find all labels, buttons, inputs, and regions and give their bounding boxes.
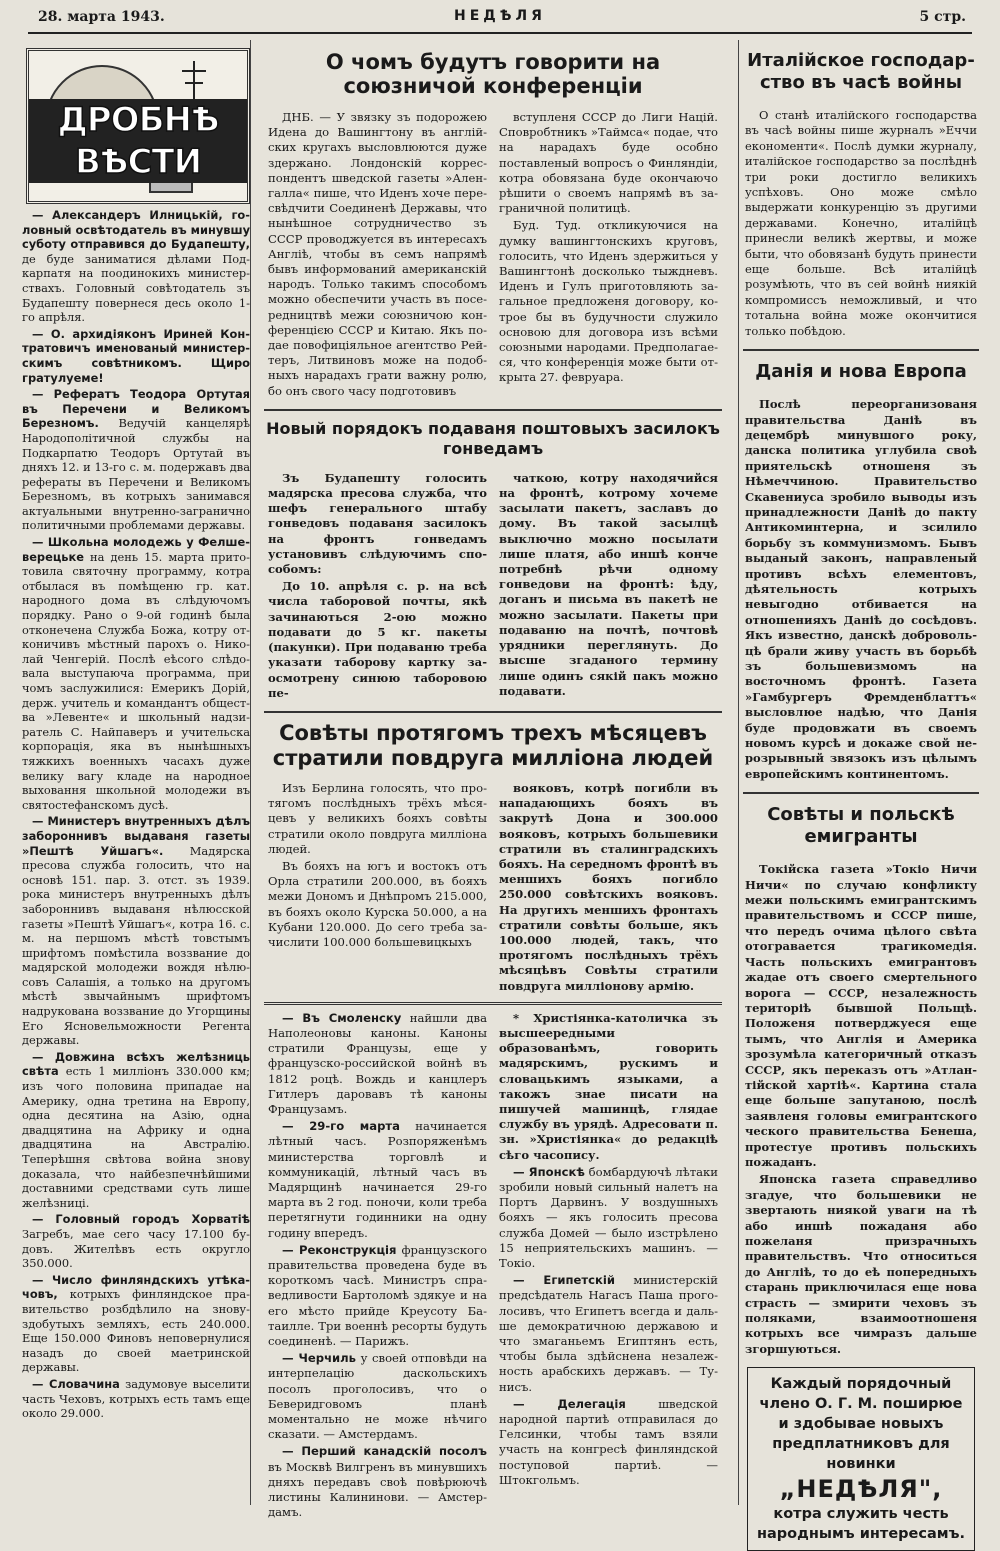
paragraph: О станѣ италійского господарства въ часѣ войны пише журналъ »Еччи економенти«. Послѣ думки журналу, италійское господарство за послѣднѣ три роки достигло великихъ успѣховъ. Оно може смѣло выдержати конкуренцію зъ другими державами. Конечно, италійцѣ принесли великѣ жертвы, и може быти, что обовязанѣ будуть принести еще больше. Всѣ италійцѣ розумѣють, что въ сей войнѣ ниякій компромиссъ неможливый, и что тотальна война може окончитися только побѣдою. <box>745 108 977 338</box>
article-title-soviet-losses: Совѣты протягомъ трехъ мѣсяцевъ стратили повдруга милліона людей <box>272 720 714 770</box>
news-item <box>22 814 250 1048</box>
news-item-text: у своей отповѣди на интерпелацію даскольскихъ посолъ проголосивъ, что о Беверидговомъ планѣ моментально не може нѣчиго сказати. — Амстердамъ. <box>268 1351 487 1442</box>
center-column <box>260 40 726 1520</box>
news-item-text: Мадярска пресова служба голосить, что на основѣ 151. пар. 3. отст. зъ 1939. рока министеръ внутренныхъ дѣлъ забороннивъ выдаваня нѣлюсской газеты »Пештѣ Уйшагъ«, котра 16. с. м. на першомъ мѣстѣ товстымъ шрифтомъ помѣстила воззвание до мадярской молодежи вождя нѣлюсовъ Салашія, а только на другомъ мѣстѣ звычайнымъ шрифтомъ надрукована воззвание до Угорщины Его Ясновельможности Регента державы. <box>22 843 251 1048</box>
subscription-promo-box <box>747 1367 975 1551</box>
paragraph: Буд. Туд. откликуючися на думку вашингтонскихъ круговъ, голосить, что Иденъ здержиться у Вашингтонѣ досколько тыждневъ. Иденъ и Гулъ приготовляють загальное предложеня договору, котрое бы въ будучности служило основою для договора изъ всѣми союзными народами. Предполагаеся, что конференція може быти открыта 27. февруара. <box>499 218 718 385</box>
news-item-text: начинается лѣтный часъ. Розпоряженѣмъ министерства торговлѣ и коммуникацій, лѣтный часъ въ Мадярщинѣ начинается 29-го марта въ 2 год. поночи, коли треба перетягнути годинники на одну годину впередъ. <box>268 1119 487 1240</box>
news-item-lead: — 29-го марта <box>282 1119 400 1134</box>
news-item-text: министерскій предсѣдатель Нагасъ Паша проголосивъ, что Египетъ всегда и дальше демократичною державою и что змаганьемъ Египтянъ есть, чтобы была здѣйснена незалежность арабскихъ державъ. — Тунисъ. <box>499 1273 718 1394</box>
news-item <box>22 387 250 533</box>
page-number: 5 стр. <box>919 9 966 25</box>
section-logo <box>26 48 250 204</box>
paragraph: вступленя СССР до Лиги Націй. Сповробтникъ »Таймса« подае, что на нарадахъ буде особно поставленый вопросъ о Финляндіи, котра обовязана буде окончаючо рѣшити о своемъ напрямѣ въ заграничной политицѣ. <box>499 110 718 216</box>
news-item-text: въ Москвѣ Вилгренъ въ минувшихъ дняхъ передавъ своѣ повѣрюючѣ листины Калининови. — Амстердамъ. <box>268 1459 487 1520</box>
article-polish-emigrants <box>739 862 983 1357</box>
paragraph: ДНБ. — У звязку зъ подорожею Идена до Вашингтону въ англійских кругахъ высловлюются дуже здержано. Лондонскій корреспондентъ шведской газеты »Аленгалла« пише, что Иденъ хоче пересвѣдчити Соединенѣ Державы, что нынѣшное сотрудничество зъ СССР проводжуется въ интересахъ Англіѣ, чтобы въ семъ напрямѣ бывъ информований американскій народъ. Только такимъ способомъ можно обеспечити участь въ посередництвѣ межи союзничою конференцією СССР и Китаю. Якъ подае повофиціяльное агентство Рейтеръ, Литвиновъ може на подобныхъ нарадахъ грати важну ролю, бо онъ свого часу подготовивъ <box>268 110 487 398</box>
news-item-text: на день 15. марта притотовила святочну программу, котра отбылася въ помѣщеню гр. кат. народного дома въ слѣдуючомъ порядку. Рано о 9-ой годинѣ была отконечена Служба Божа, котру отконичивъ мѣстный парохъ о. Николай Ченгерій. Послѣ еѣсого слѣдовала выступаюча программа, при чомъ заслужилися: Емерикъ Дорій, держ. учитель и командантъ общества »Левенте« и школьный надзиратель С. Найпаверъ и учительска корпорація, яка въ нынѣшныхъ тяжкихъ военныхъ часахъ дуже велику вагу кладе на народное выховання школьной молодежи въ святостефанскомъ дусѣ. <box>22 549 250 812</box>
news-item-lead: — Число финляндскихъ утѣкачовъ, <box>22 1272 250 1302</box>
news-item-text: задумовуе выселити часть Чеховъ, котрыхъ есть тамъ еще около 29.000. <box>22 1376 251 1421</box>
news-item <box>22 208 250 325</box>
news-item-lead: — Министеръ внутренныхъ дѣлъ забороннивъ выдаваня газеты »Пештѣ Уйшагъ«. <box>22 814 250 858</box>
news-item <box>499 1273 718 1395</box>
right-column <box>738 40 983 1543</box>
news-item <box>499 1165 718 1271</box>
news-item-lead: — Египетскій <box>513 1273 615 1288</box>
news-item-lead: — Головный городъ Хорватіѣ <box>32 1212 250 1227</box>
article-title-postal: Новый порядокъ подаваня поштовыхъ засилокъ гонведамъ <box>266 418 720 458</box>
news-item-lead: — Александеръ Илницькій, головный освѣтодатель въ минувшу суботу отправився до Будапешту, <box>22 208 250 252</box>
news-item-lead: — Японскѣ <box>513 1164 585 1179</box>
news-item-text: французского правительства проведена буде въ короткомъ часѣ. Министръ справедливости Бартоломѣ здякуе и на его мѣсто прийде Креусоту Батаилле. Три военнѣ ресорты будуть соединенѣ. — Парижъ. <box>268 1242 487 1349</box>
news-item <box>22 1050 250 1211</box>
news-item <box>499 1397 718 1488</box>
news-item <box>268 1243 487 1349</box>
news-item <box>22 1377 250 1421</box>
news-item-lead: — Реконструкція <box>282 1242 397 1257</box>
short-news-center <box>260 1011 726 1523</box>
section-logo-title: ДРОБНѢ ВѢСТИ <box>29 99 247 183</box>
paragraph: Послѣ переорганизованя правительства Даніѣ въ децембрѣ минувшого року, данска политика углубила своѣ приятельскѣ отношеня зъ Нѣмеччиною. Правительство Скавениуса зробило выводы изъ принадлежности Даніѣ до пакту Антикоминтерна, и зсилило борьбу зъ коммунизмомъ. Бывъ выданый законъ, направленый противъ всѣхъ елементовъ, дѣятельность котрыхъ невыгодно отбивается на отношенияхъ Даніѣ до сосѣдовъ. Якъ известно, данскѣ добровольцѣ брали живу участь въ борьбѣ зъ большевизмомъ на восточномъ фронтѣ. Газета »Гамбургеръ Фремденблаттъ« высловлюе надѣю, что Данія буде продовжати въ своемъ новомъ курсѣ и докаже свой нерозрывный звязокъ изъ цѣлымъ европейскимъ континентомъ. <box>745 397 977 781</box>
news-item-lead: — Рефератъ Теодора Ортутая въ Перечени и Великомъ Березномъ. <box>22 387 250 431</box>
divider <box>743 792 979 794</box>
left-column <box>22 40 251 1505</box>
news-item-lead: — Довжина всѣхъ желѣзниць свѣта <box>22 1049 250 1079</box>
news-item-text: Ведучій канцелярѣ Народополітичной службы на Подкарпатю Теодоръ Ортутай въ дняхъ 12. и 13-го с. м. подержавъ два рефераты въ Перечени и Великомъ Березномъ, въ котрыхъ занимався актуальными внутренно-загранично политичными проблемами державы. <box>22 416 250 533</box>
news-item-lead: — Перший канадскій посолъ <box>282 1444 487 1459</box>
promo-text-end: котра служить честь народнымъ интересамъ. <box>756 1506 966 1543</box>
news-item-text: котрыхъ финляндское правительство розбдѣлило на зновуздобутыхъ земляхъ, есть 240.000. Еще 150.000 Финовъ неповернулися назадъ до своей маетринской державы. <box>22 1287 250 1375</box>
news-item-text: есть 1 милліонъ 330.000 км; изъ чого половина припадае на Америку, одна третина на Европу, одна десятина на Азію, одна двадцятина на Африку и одна двадцятина на Австралію. Теперѣшня свѣтова война знову доказала, что найбезпечнѣйшими доставними средствами суть лише желѣзниці. <box>22 1064 250 1210</box>
news-item-lead: — Словачина <box>32 1376 120 1391</box>
paragraph: Изъ Берлина голосять, что протягомъ послѣдныхъ трёхъ мѣсяцевъ у великихъ бояхъ совѣты стратили около повдруга милліона людей. <box>268 780 487 856</box>
news-item-text: бомбардуючѣ лѣтаки зробили новый сильный налетъ на Портъ Дарвинъ. У воздушныхъ бояхъ — якъ голосить пресова служба Домей — было изстрѣлено 15 неприятельскихъ машинъ. — Токіо. <box>499 1164 718 1270</box>
article-soviet-losses <box>260 781 726 996</box>
divider <box>264 711 722 713</box>
paragraph: вояковъ, котрѣ погибли въ нападающихъ бояхъ въ закрутѣ Дона и 300.000 вояковъ, котрыхъ большевики стратили въ сталинградскихъ бояхъ. На середномъ фронтѣ въ меншихъ бояхъ погибло 250.000 совѣтскихъ вояковъ. На другихъ меншихъ фронтахъ стратили совѣты больше, якъ 100.000 людей, такъ, что протягомъ послѣдныхъ трёхъ мѣсяцѣвъ Совѣты стратили повдруга милліонову армію. <box>499 780 718 993</box>
news-item <box>268 1351 487 1442</box>
news-item <box>22 1273 250 1375</box>
paragraph: Японска газета справедливо згадуе, что большевики не звертають ниякой уваги на тѣ або иншѣ пожаданя або пожеланя призрачныхъ правительствъ. Что относиться до Англіѣ, то до еѣ попередныхъ старань приключилася еще нова страсть — змирити чеховъ зъ поляками, взаимоотношеня котрыхъ все чимразъ дальше згоршуються. <box>745 1172 977 1356</box>
paragraph: Токійска газета »Токіо Ничи Ничи« по случаю конфликту межи польскимъ емигрантскимъ правительствомъ и СССР пише, что передъ очима цѣлого свѣта отогравается трагикомедія. Часть польскихъ емигрантовъ жадае отъ своего смертельного ворога — СССР, незалежность територіѣ бывшой Польщѣ. Положеня потверджуеся еще тымъ, что Англія и Америка зрозумѣла категоричный отказъ СССР, якъ переказъ отъ »Атлантійской хартіѣ«. Картина стала еще больше запутаною, послѣ заявленя головы емигрантского ческого правительства Бенеша, протестуе противъ польскихъ пожаданъ. <box>745 862 977 1169</box>
news-item <box>268 1119 487 1241</box>
article-italy <box>739 108 983 339</box>
news-item-lead: — Въ Смоленску <box>282 1010 402 1025</box>
article-denmark <box>739 397 983 782</box>
paragraph: Въ бояхъ на югъ и востокъ отъ Орла стратили 200.000, въ бояхъ межи Дономъ и Днѣпромъ 215.000, въ бояхъ около Курска 50.000, а на Кубани 120.000. До сего треба зачислити 100.000 большевицкыхъ <box>268 858 487 949</box>
news-item-text: де буде заниматися дѣлами Подкарпатя на поодинокихъ министерствахъ. Головный совѣтодатель зъ Будапешту повернеся десь около 1-го апрѣля. <box>22 251 250 325</box>
news-item-text: Загребъ, мае сего часу 17.100 будовъ. Жителѣвъ есть округло 350.000. <box>22 1226 250 1271</box>
news-item-text: найшли два Наполеоновы каноны. Каноны стратили Французы, еще у французско-российской войнѣ въ 1812 роцѣ. Вождь и канцлеръ Гитлеръ даровавъ тѣ каноны Французамъ. <box>268 1010 487 1116</box>
news-item-lead: — Школьна молодежь у Фелшеверецьке <box>22 535 250 564</box>
news-item <box>22 535 250 812</box>
news-item-lead: — Черчиль <box>282 1351 356 1366</box>
short-news-list <box>22 208 250 1421</box>
article-title-italy: Италійское господарство въ часѣ войны <box>747 50 975 93</box>
divider <box>264 409 722 411</box>
paragraph: чаткою, котру находячийся на фронтѣ, котрому хочеме засылати пакетъ, заславъ до дому. Въ такой засылцѣ выключно можно посылати лише платя, або иншѣ конче потребнѣ рѣчи одному гонведови на фронтѣ: ѣду, доганъ и письма въ пакетѣ не можно засылати. Пакеты при подаваню на почтѣ, почтовѣ урядники переглянуть. До высше згаданого термину лише одинъ сякій пакъ можно подавати. <box>499 470 718 698</box>
news-item-text: шведской народной партиѣ отправилася до Гелсинки, чтобы тамъ взяли участь на конгресѣ финляндской поступовой партиѣ. — Штокгольмъ. <box>499 1396 718 1487</box>
issue-date: 28. марта 1943. <box>38 9 165 25</box>
article-title-conference: О чомъ будутъ говорити на союзничой конференціи <box>325 50 661 98</box>
page-header <box>28 6 972 34</box>
article-title-polish-emigrants: Совѣты и польскѣ емигранты <box>767 804 955 848</box>
news-item-lead: — О. архидіяконъ Ириней Контратовичъ именованый министерскимъ совѣтникомъ. Щиро гратулуеме! <box>22 326 250 385</box>
article-title-denmark: Данія и нова Европа <box>755 361 967 383</box>
news-item <box>22 1212 250 1270</box>
classified-ad: * Христіянка-католичка зъ высшеередными образованѣмъ, говорить мадярскимъ, рускимъ и словацькимъ языками, а такожъ знае писати на пишучей машинцѣ, глядае службу въ урядѣ. Адресовати п. зн. »Христіянка« до редакціѣ сѣго часопису. <box>499 1010 718 1162</box>
news-item-lead: — Делегація <box>513 1396 626 1411</box>
promo-brand: „НЕДѢЛЯ", <box>779 1475 943 1504</box>
divider <box>743 349 979 351</box>
news-item <box>268 1444 487 1520</box>
newspaper-name: НЕДѢЛЯ <box>454 8 546 24</box>
article-postal <box>260 471 726 703</box>
promo-text: Каждый порядочный члено О. Г. М. поширюе и здобывае новыхъ предплатниковъ для новинки <box>759 1376 963 1473</box>
paragraph: Зъ Будапешту голосить мадярска пресова служба, что шефъ генерального штабу гонведовъ подаваня засилокъ на фронтъ гонведамъ установивъ слѣдуючимъ способомъ: <box>268 470 487 577</box>
paragraph: До 10. апрѣля с. р. на всѣ числа таборовой почты, якѣ зачинаються 2-ою можно подавати до 5 кг. пакеты (пакунки). При подаваню треба указати таборову картку заосмотрену синюю таборовою пе- <box>268 579 487 700</box>
article-conference <box>260 110 726 401</box>
news-item <box>268 1011 487 1117</box>
news-item <box>22 327 250 385</box>
divider <box>264 1002 722 1005</box>
